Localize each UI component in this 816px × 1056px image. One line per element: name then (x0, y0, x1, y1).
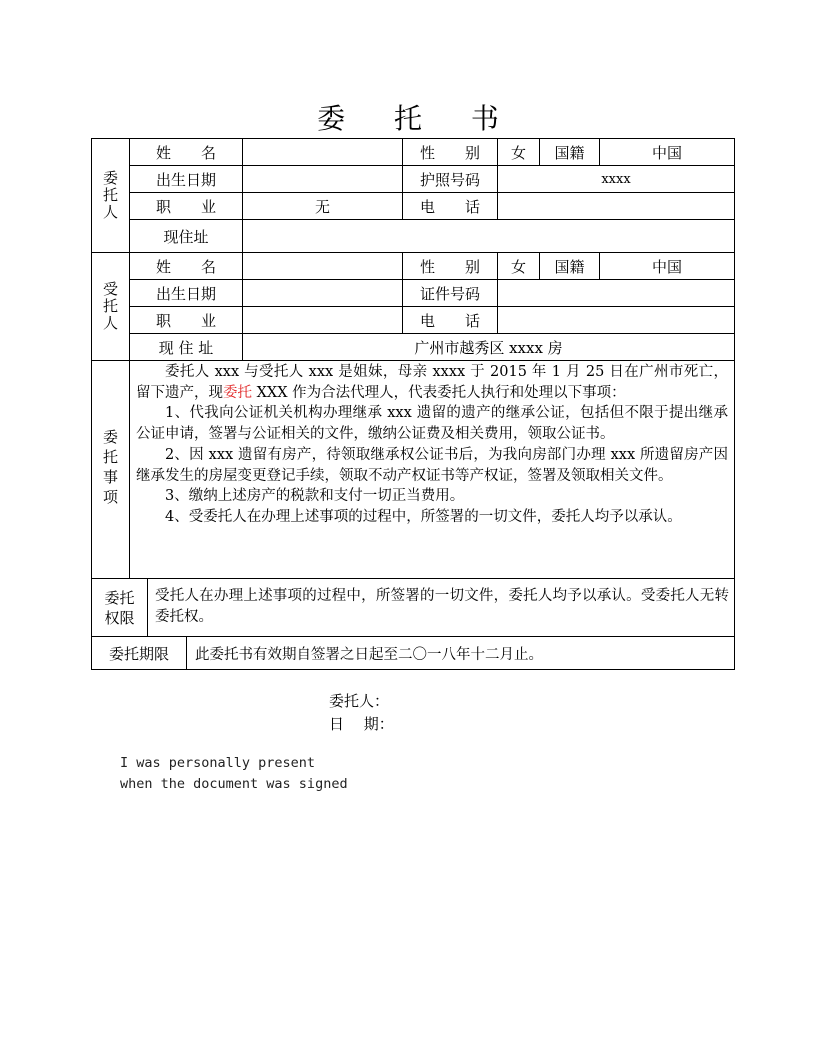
principal-birth-value (243, 166, 402, 192)
agent-job-label: 职 业 (155, 311, 216, 330)
agent-address-label: 现 住 址 (158, 338, 214, 357)
matters-item-1: 1、代我向公证机关机构办理继承 xxx 遗留的遗产的继承公证，包括但不限于提出继承公证申请，签署与公证相关的文件，缴纳公证费及相关费用，领取公证书。 (136, 405, 728, 443)
principal-phone-label: 电 话 (419, 197, 480, 216)
principal-gender-label: 性 别 (419, 143, 480, 162)
principal-address-label: 现住址 (163, 227, 209, 246)
signature-block (329, 690, 394, 736)
delegation-form-table (91, 138, 735, 670)
authority-label: 委托 权限 (104, 588, 135, 627)
agent-job-value (243, 307, 402, 333)
document-title: 委 托 书 (317, 102, 519, 135)
period-text: 此委托书有效期自签署之日起至二〇一八年十二月止。 (195, 646, 543, 663)
principal-phone-value (498, 193, 734, 219)
date-label: 日 期： (329, 715, 394, 733)
highlighted-word: 委托 (223, 384, 252, 401)
principal-job-label: 职 业 (155, 197, 216, 216)
agent-name-label: 姓 名 (155, 257, 216, 276)
principal-passport-label: 护照号码 (419, 170, 480, 189)
principal-job-value: 无 (314, 197, 330, 216)
principal-gender-value: 女 (510, 143, 526, 162)
agent-nationality-label: 国籍 (554, 257, 585, 276)
principal-nationality-value: 中国 (651, 143, 682, 162)
note-line-2: when the document was signed (120, 776, 348, 792)
authority-text: 受托人在办理上述事项的过程中，所签署的一切文件，委托人均予以承认。受委托人无转委托权。 (155, 588, 729, 625)
agent-nationality-value: 中国 (651, 257, 682, 276)
agent-birth-value (243, 280, 402, 306)
agent-phone-label: 电 话 (419, 311, 480, 330)
principal-address-value (243, 220, 734, 252)
agent-gender-label: 性 别 (419, 257, 480, 276)
agent-id-value (498, 280, 734, 306)
principal-passport-value: xxxx (601, 171, 631, 187)
agent-section-label: 受 托 人 (102, 280, 118, 332)
matters-item-2: 2、因 xxx 遗留有房产，待领取继承权公证书后，为我向房部门办理 xxx 所遗留房产因继承发生的房屋变更登记手续，领取不动产权证书等产权证，签署及领取相关文件。 (136, 446, 728, 484)
agent-birth-label: 出生日期 (155, 284, 216, 303)
agent-name-value (243, 253, 402, 279)
agent-phone-value (498, 307, 734, 333)
principal-birth-label: 出生日期 (155, 170, 216, 189)
principal-name-label: 姓 名 (155, 143, 216, 162)
matters-content (136, 362, 728, 528)
agent-id-label: 证件号码 (419, 284, 480, 303)
principal-nationality-label: 国籍 (554, 143, 585, 162)
agent-address-value: 广州市越秀区 xxxx 房 (414, 338, 563, 357)
matters-item-4: 4、受委托人在办理上述事项的过程中，所签署的一切文件，委托人均予以承认。 (165, 508, 682, 525)
matters-intro: 委托人 xxx 与受托人 xxx 是姐妹，母亲 xxxx 于 2015 年 1 月 25 日在广州市死亡，留下遗产，现委托 XXX 作为合法代理人，代表委托人执行和处理以下事项： (136, 364, 728, 401)
note-line-1: I was personally present (120, 755, 316, 771)
matters-section-label: 委 托 事 项 (102, 428, 118, 506)
handwritten-note (120, 753, 348, 795)
matters-item-3: 3、缴纳上述房产的税款和支付一切正当费用。 (165, 488, 465, 505)
period-label: 委托期限 (108, 644, 169, 663)
principal-name-value (243, 139, 402, 165)
principal-signature-label: 委托人： (329, 692, 390, 710)
agent-gender-value: 女 (510, 257, 526, 276)
principal-section-label: 委 托 人 (102, 169, 118, 221)
